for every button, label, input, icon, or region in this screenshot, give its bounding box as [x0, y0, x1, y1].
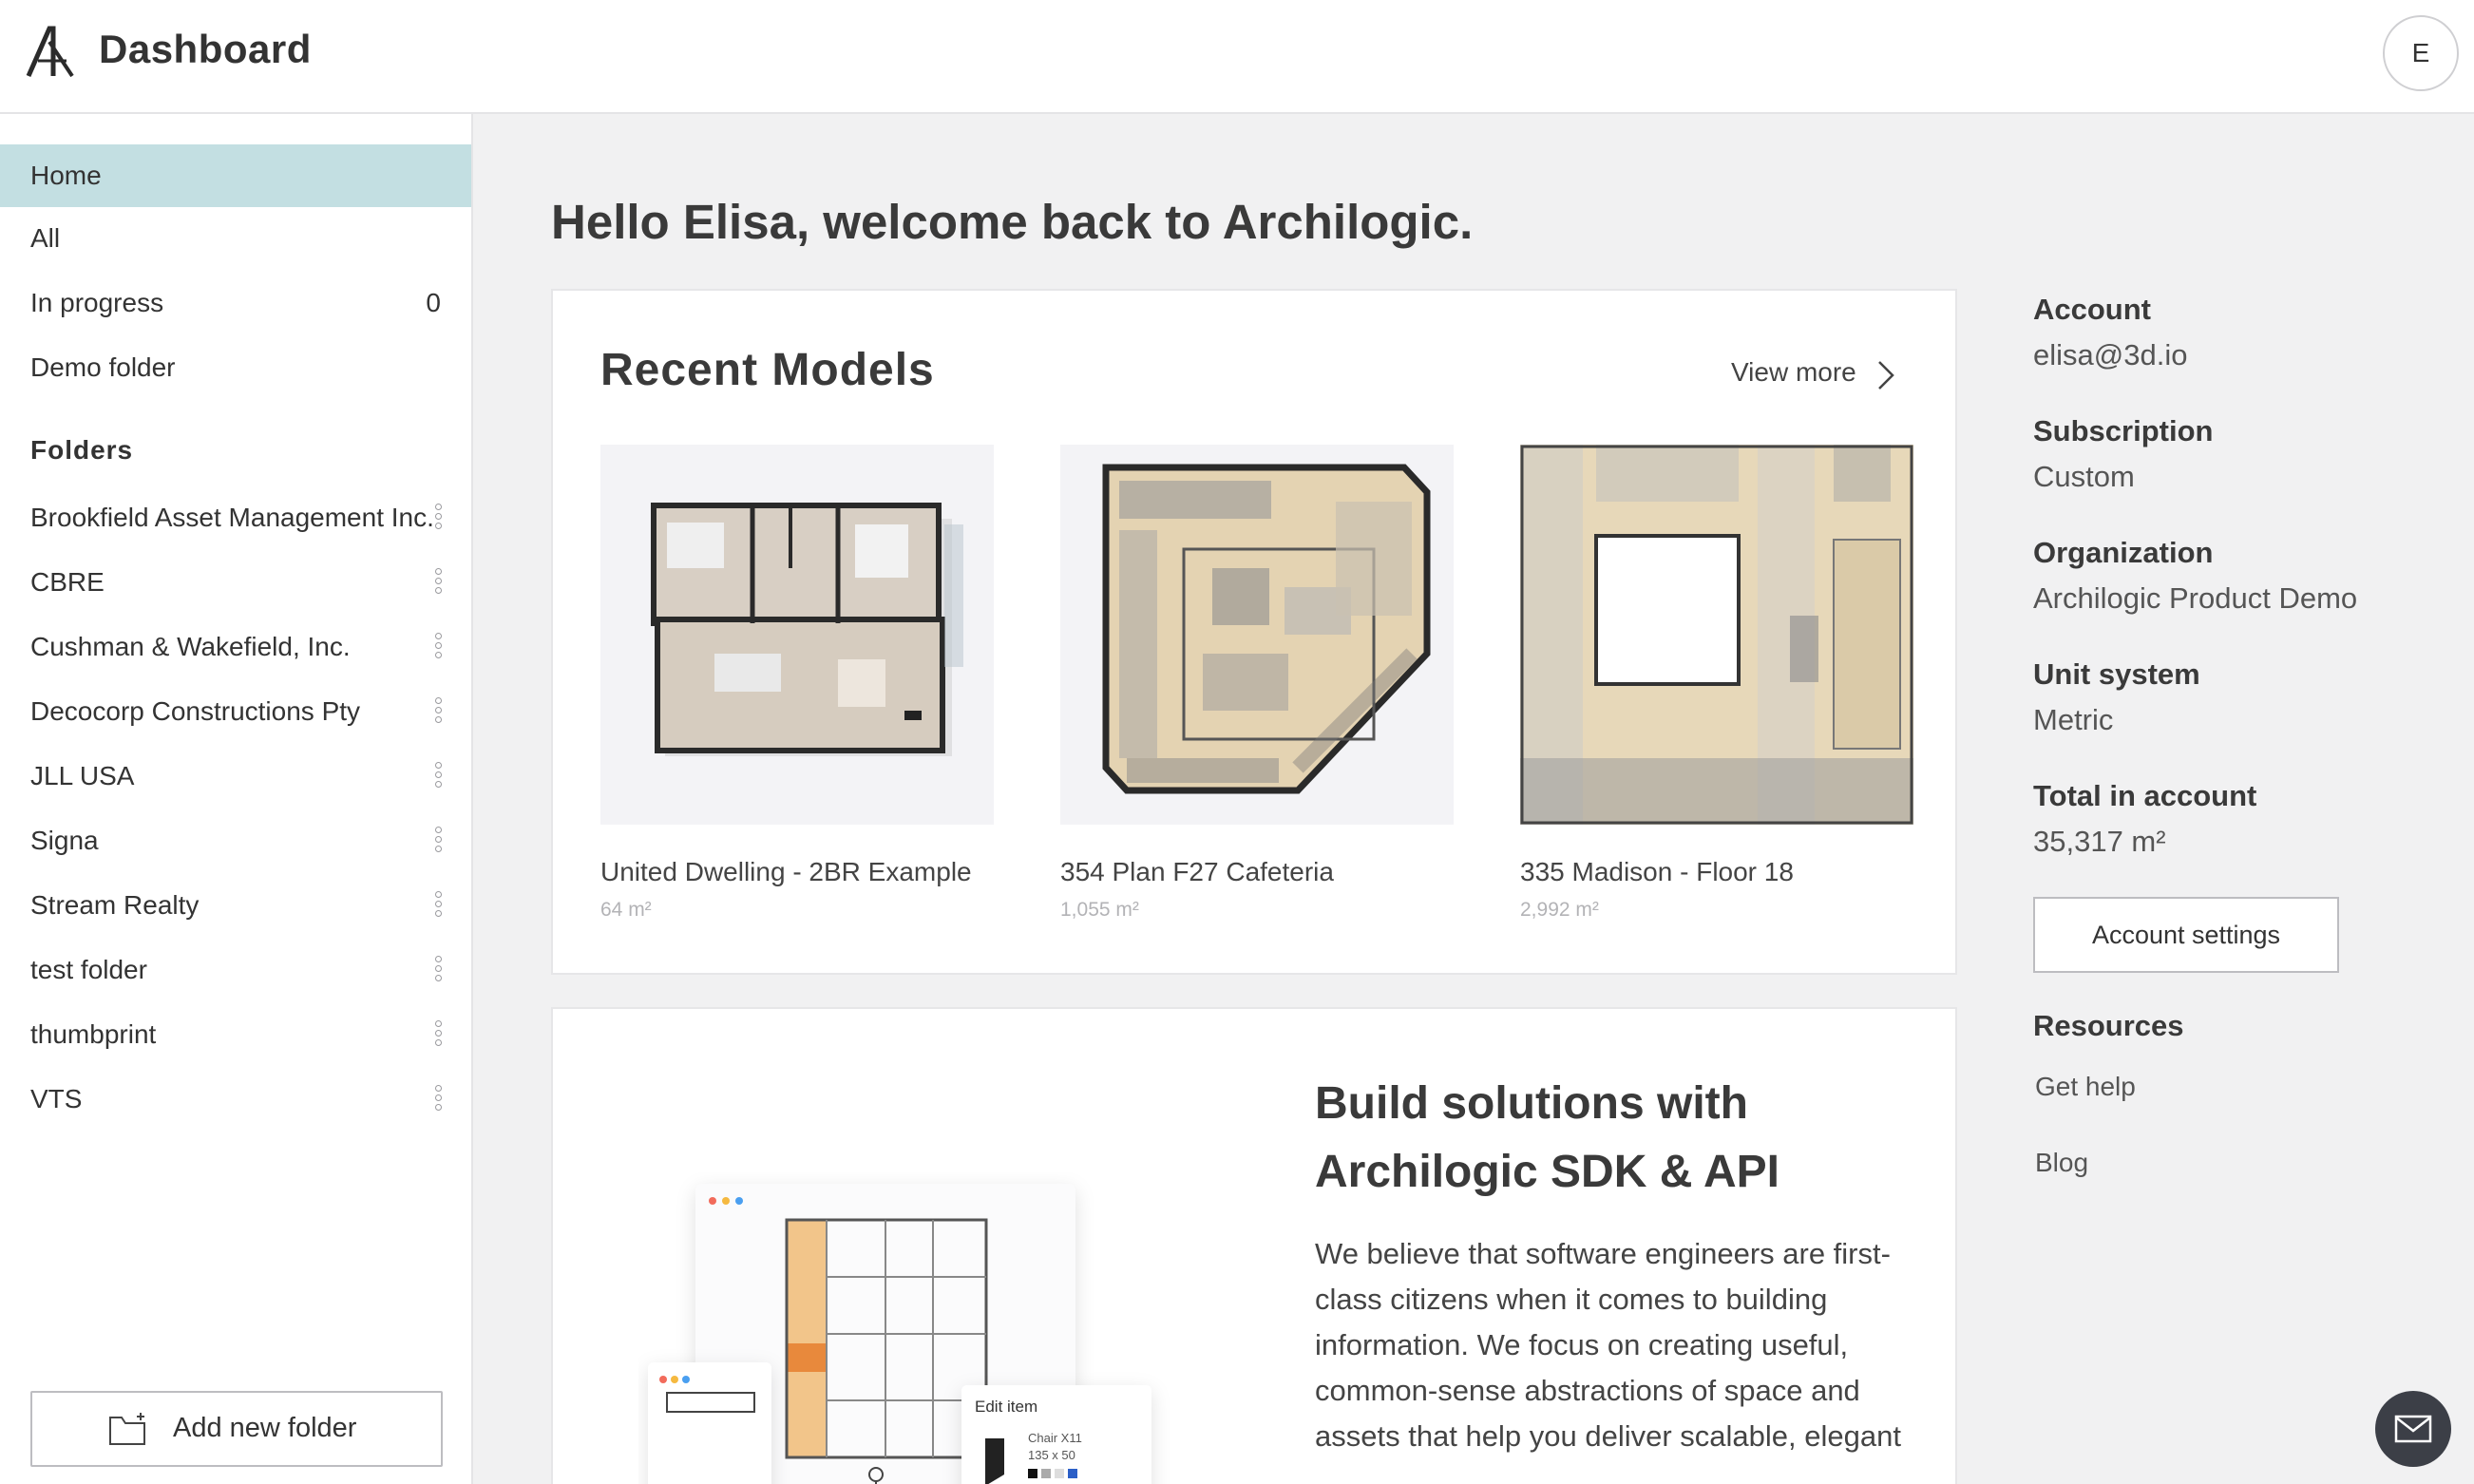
more-options-icon[interactable] — [435, 697, 443, 726]
mock-edit-item-label: Edit item — [975, 1398, 1038, 1416]
mock-item-name: Chair X11 — [1028, 1431, 1082, 1445]
more-options-icon[interactable] — [435, 762, 443, 790]
more-options-icon[interactable] — [435, 568, 443, 597]
folder-item[interactable] — [0, 1068, 471, 1131]
model-thumbnail[interactable] — [600, 445, 994, 825]
subscription-value: Custom — [2033, 460, 2135, 493]
floorplan-image — [1060, 445, 1454, 825]
view-more-label: View more — [1731, 357, 1856, 387]
user-avatar[interactable]: E — [2383, 15, 2459, 91]
in-progress-count: 0 — [426, 288, 441, 317]
more-options-icon[interactable] — [435, 956, 443, 984]
folder-label: CBRE — [30, 567, 105, 597]
nav-home[interactable]: Home — [0, 144, 471, 207]
unit-system-label: Unit system — [2033, 657, 2200, 691]
app-title: Dashboard — [99, 27, 312, 71]
folder-add-icon — [108, 1412, 150, 1446]
folder-item[interactable] — [0, 486, 471, 549]
floorplan-image — [1520, 445, 1913, 825]
sdk-promo-title: Build solutions with Archilogic SDK & API — [1315, 1078, 1779, 1197]
folder-item[interactable] — [0, 551, 471, 614]
folder-label: Cushman & Wakefield, Inc. — [30, 632, 351, 661]
more-options-icon[interactable] — [435, 1020, 443, 1049]
folder-item[interactable] — [0, 680, 471, 743]
folder-label: VTS — [30, 1084, 83, 1113]
model-area: 1,055 m² — [1060, 899, 1139, 921]
organization-value: Archilogic Product Demo — [2033, 581, 2358, 615]
get-help-link[interactable]: Get help — [2035, 1072, 2136, 1101]
unit-system-value: Metric — [2033, 703, 2114, 736]
account-email: elisa@3d.io — [2033, 338, 2188, 371]
sidebar — [0, 114, 473, 1484]
folder-item[interactable] — [0, 616, 471, 678]
resources-heading: Resources — [2033, 1009, 2184, 1042]
folder-label: Signa — [30, 826, 99, 855]
nav-in-progress-label: In progress — [30, 288, 164, 317]
model-area: 64 m² — [600, 899, 652, 921]
nav-in-progress[interactable] — [0, 272, 471, 334]
folder-item[interactable] — [0, 874, 471, 937]
folder-label: Decocorp Constructions Pty — [30, 696, 361, 726]
more-options-icon[interactable] — [435, 504, 443, 532]
folder-label: thumbprint — [30, 1019, 157, 1049]
add-new-folder-label: Add new folder — [173, 1413, 357, 1443]
folder-item[interactable] — [0, 809, 471, 872]
organization-label: Organization — [2033, 536, 2214, 569]
blog-link[interactable]: Blog — [2035, 1148, 2089, 1177]
nav-demo-folder[interactable]: Demo folder — [30, 352, 176, 382]
chevron-right-icon — [1875, 359, 1898, 391]
folder-label: test folder — [30, 955, 147, 984]
mock-item-size: 135 x 50 — [1028, 1448, 1075, 1462]
folder-item[interactable] — [0, 1003, 471, 1066]
model-area: 2,992 m² — [1520, 899, 1599, 921]
folder-label: JLL USA — [30, 761, 135, 790]
more-options-icon[interactable] — [435, 891, 443, 920]
sdk-illustration — [638, 1172, 1227, 1484]
model-thumbnail[interactable] — [1060, 445, 1454, 825]
archilogic-logo-icon[interactable] — [25, 25, 80, 80]
nav-all[interactable]: All — [30, 223, 61, 253]
folders-heading: Folders — [30, 435, 134, 465]
top-bar — [0, 0, 2474, 114]
model-name[interactable]: United Dwelling - 2BR Example — [600, 857, 972, 886]
more-options-icon[interactable] — [435, 1085, 443, 1113]
add-new-folder-button[interactable] — [30, 1391, 443, 1467]
view-more-link[interactable] — [1731, 357, 1856, 388]
welcome-heading: Hello Elisa, welcome back to Archilogic. — [551, 195, 1474, 249]
folder-item[interactable] — [0, 939, 471, 1001]
sdk-promo-text: We believe that software engineers are first-class citizens when it comes to building information. We focus on creating useful, common-sense abstractions of space and assets that help you deliver scalable, elegant — [1315, 1237, 1901, 1453]
floorplan-image — [600, 445, 994, 825]
model-thumbnail[interactable] — [1520, 445, 1913, 825]
model-name[interactable]: 354 Plan F27 Cafeteria — [1060, 857, 1334, 886]
folder-label: Brookfield Asset Management Inc. — [30, 503, 434, 532]
more-options-icon[interactable] — [435, 827, 443, 855]
subscription-label: Subscription — [2033, 414, 2214, 447]
contact-mail-button[interactable] — [2375, 1391, 2451, 1467]
total-area-value: 35,317 m² — [2033, 825, 2166, 858]
more-options-icon[interactable] — [435, 633, 443, 661]
mail-icon — [2375, 1391, 2451, 1467]
folder-item[interactable] — [0, 745, 471, 808]
recent-models-title: Recent Models — [600, 345, 935, 395]
folder-label: Stream Realty — [30, 890, 200, 920]
recent-models-card — [551, 289, 1957, 975]
sdk-promo-card — [551, 1007, 1957, 1484]
total-area-label: Total in account — [2033, 779, 2257, 812]
account-label: Account — [2033, 293, 2151, 326]
account-settings-button[interactable]: Account settings — [2033, 897, 2339, 973]
model-name[interactable]: 335 Madison - Floor 18 — [1520, 857, 1794, 886]
